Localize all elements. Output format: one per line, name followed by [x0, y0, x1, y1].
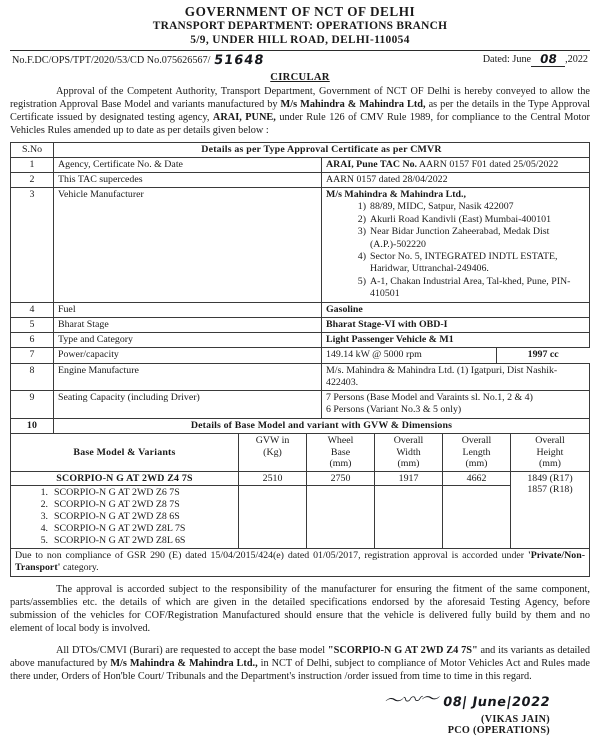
para3-text-3: in NCT of Delhi, subject to compliance of Motor Vehicles Act and Rules made there under, Orders of Hon'ble Court/ Tribunals and the Department's instruction /order issued from time to time in this regard.	[10, 657, 590, 682]
reference-number-printed: No.F.DC/OPS/TPT/2020/53/CD No.075626567/	[12, 55, 211, 66]
dim-header-model: Base Model & Variants	[11, 433, 239, 471]
intro-text-1: Approval of the Competent Authority, Transport Department, Government of NCT OF Delhi is hereby conveyed to allow the registration Approval Base Model and variants manufactured by	[10, 86, 590, 110]
list-item: SCORPIO-N G AT 2WD Z8 6S	[54, 511, 180, 523]
row-sno: 1	[11, 157, 54, 172]
intro-bold-agency: ARAI, PUNE,	[212, 111, 276, 123]
paragraph-dto-instruction	[10, 645, 590, 684]
list-item: Near Bidar Junction Zaheerabad, Medak Dist (A.P.)-502220	[370, 226, 550, 250]
reference-number-handwritten: 51648	[213, 53, 266, 68]
gsr-note	[10, 549, 590, 577]
dim-header-height	[511, 433, 590, 471]
base-model-length: 4662	[443, 471, 511, 486]
letterhead-line-3: 5/9, UNDER HILL ROAD, DELHI-110054	[190, 34, 410, 46]
variant-width-blank	[375, 486, 443, 549]
dim-header-width-l1: Overall	[393, 434, 424, 446]
table-row	[11, 157, 590, 172]
signature-mark: 〜〰〜	[382, 687, 442, 712]
dim-header-width	[375, 433, 443, 471]
gsr-text-2: category.	[60, 562, 99, 574]
capacity-value: 1997 cc	[527, 349, 559, 361]
date-year: ,2022	[565, 54, 588, 65]
table-row	[11, 363, 590, 390]
variant-gvw-blank	[239, 486, 307, 549]
header-details: Details as per Type Approval Certificate as per CMVR	[54, 142, 590, 157]
variant-list	[14, 487, 235, 547]
row-label: Details of Base Model and variant with GVW & Dimensions	[54, 418, 590, 433]
row-value-bold: ARAI, Pune TAC No.	[326, 158, 417, 170]
dim-header-length-l1: Overall	[461, 434, 492, 446]
row-value	[322, 348, 590, 363]
dim-header-wheel-l2: Base	[330, 446, 351, 458]
row-label: Fuel	[54, 302, 322, 317]
signature-block	[10, 687, 590, 754]
row-sno: 2	[11, 173, 54, 188]
seating-line-1: 7 Persons (Base Model and Varaints sl. No.1, 2 & 4)	[326, 391, 533, 403]
dim-header-length	[443, 433, 511, 471]
row-sno: 4	[11, 302, 54, 317]
reference-number	[12, 54, 265, 67]
base-model-width: 1917	[375, 471, 443, 486]
manufacturer-name: M/s Mahindra & Mahindra Ltd.,	[326, 189, 466, 201]
base-model-name: SCORPIO-N G AT 2WD Z4 7S	[11, 471, 239, 486]
letterhead-line-1: GOVERNMENT OF NCT OF DELHI	[184, 4, 416, 19]
dim-header-gvw	[239, 433, 307, 471]
manufacturer-address-list	[326, 201, 585, 300]
intro-bold-manufacturer: M/s Mahindra & Mahindra Ltd,	[280, 98, 426, 110]
table-row	[11, 333, 590, 348]
row-value	[322, 188, 590, 302]
table-row	[11, 173, 590, 188]
row-label: Agency, Certificate No. & Date	[54, 157, 322, 172]
intro-text-3: under Rule 126 of CMV Rule 1989, for compliance to the Central Motor Vehicles Rules amended up to date as per details given below :	[10, 111, 590, 136]
row-value: M/s. Mahindra & Mahindra Ltd. (1) Igatpuri, Dist Nashik-422403.	[322, 363, 590, 390]
row-sno: 6	[11, 333, 54, 348]
list-item: Sector No. 5, INTEGRATED INDTL ESTATE, Haridwar, Uttranchal-249406.	[370, 251, 558, 275]
row-label: Bharat Stage	[54, 317, 322, 332]
signatory-name: (VIKAS JAIN)	[481, 713, 550, 725]
row-value: Light Passenger Vehicle & M1	[322, 333, 590, 348]
dimensions-table	[10, 433, 590, 549]
dim-header-height-l1: Overall	[535, 434, 565, 446]
date-field	[483, 53, 588, 67]
row-value: AARN 0157 dated 28/04/2022	[322, 173, 590, 188]
dim-header-wheelbase	[307, 433, 375, 471]
table-row-section-title	[11, 418, 590, 433]
date-blank	[531, 53, 565, 67]
dim-header-length-l2: Length	[462, 446, 491, 458]
dim-header-length-l3: (mm)	[465, 458, 488, 470]
paragraph-approval-responsibility: The approval is accorded subject to the responsibility of the manufacturer for ensuring the fitment of the same component, parts/assemblies etc. the details of which are given in the detailed specifications endorsed by the aforesaid Testing Agency, before submission of the vehicles for COF/Registration Manufactured should ensure that the vehicle is delivered fully build by them and no element of local body is involved.	[10, 584, 590, 634]
row-sno: 7	[11, 348, 54, 363]
dim-header-gvw-l2: (Kg)	[263, 446, 282, 458]
dim-header-wheel-l1: Wheel	[327, 434, 354, 446]
dimensions-base-model-row	[11, 471, 590, 486]
dimensions-variants-row	[11, 486, 590, 549]
date-handwritten: 08	[538, 52, 558, 66]
row-value	[322, 157, 590, 172]
row-value: Bharat Stage-VI with OBD-I	[322, 317, 590, 332]
seating-line-2: 6 Persons (Variant No.3 & 5 only)	[326, 404, 462, 416]
reference-line	[10, 51, 590, 67]
row-label: Engine Manufacture	[54, 363, 322, 390]
gsr-text-1: Due to non compliance of GSR 290 (E) dated 15/04/2015/424(e) dated 01/05/2017, registration approval is accorded under	[15, 549, 528, 561]
list-item: A-1, Chakan Industrial Area, Tal-khed, Pune, PIN-410501	[370, 275, 571, 300]
header-sno: S.No	[11, 142, 54, 157]
intro-paragraph	[10, 86, 590, 138]
table-row	[11, 302, 590, 317]
row-value: Gasoline	[322, 302, 590, 317]
row-label: Type and Category	[54, 333, 322, 348]
table-row-power	[11, 348, 590, 363]
table-row	[11, 188, 590, 302]
date-label: Dated: June	[482, 54, 532, 65]
row-value	[322, 390, 590, 418]
signature-date-handwritten: 08| June|2022	[441, 694, 552, 710]
base-model-gvw: 2510	[239, 471, 307, 486]
row-sno: 5	[11, 317, 54, 332]
signatory-role: PCO (OPERATIONS)	[447, 724, 550, 736]
power-value: 149.14 kW @ 5000 rpm	[322, 348, 496, 362]
base-model-height	[511, 471, 590, 548]
intro-text-2: as per the details in the Type Approval Certificate issued by designated testing agency,	[10, 98, 590, 123]
details-table	[10, 142, 590, 434]
table-row	[11, 390, 590, 418]
list-item: SCORPIO-N G AT 2WD Z8 7S	[54, 499, 180, 511]
row-sno: 9	[11, 390, 54, 418]
para3-base-model-bold: "SCORPIO-N G AT 2WD Z4 7S"	[327, 644, 478, 656]
list-item: SCORPIO-N G AT 2WD Z8L 6S	[54, 534, 186, 546]
dim-header-height-l3: (mm)	[539, 458, 561, 470]
list-item: SCORPIO-N G AT 2WD Z6 7S	[54, 487, 180, 499]
para3-text-2: and its variants as detailed above manufactured by	[10, 644, 590, 669]
row-label: This TAC supercedes	[54, 173, 322, 188]
letterhead-line-2: TRANSPORT DEPARTMENT: OPERATIONS BRANCH	[152, 20, 448, 32]
row-label: Vehicle Manufacturer	[54, 188, 322, 302]
row-value-rest: AARN 0157 F01 dated 25/05/2022	[417, 158, 559, 170]
list-item: 88/89, MIDC, Satpur, Nasik 422007	[370, 201, 514, 213]
base-model-wheelbase: 2750	[307, 471, 375, 486]
height-r17: 1849 (R17)	[527, 472, 573, 484]
row-sno: 8	[11, 363, 54, 390]
variant-length-blank	[443, 486, 511, 549]
gsr-category-bold: 'Private/Non-Transport'	[15, 549, 585, 574]
para3-text-1: All DTOs/CMVI (Burari) are requested to accept the base model	[56, 644, 328, 656]
table-row	[11, 317, 590, 332]
dim-header-width-l3: (mm)	[397, 458, 420, 470]
variant-list-cell	[11, 486, 239, 549]
table-header-row	[11, 142, 590, 157]
row-label: Power/capacity	[54, 348, 322, 363]
dim-header-height-l2: Height	[536, 446, 564, 458]
row-sno: 3	[11, 188, 54, 302]
dim-header-width-l2: Width	[396, 446, 421, 458]
list-item: SCORPIO-N G AT 2WD Z8L 7S	[54, 523, 186, 535]
row-label: Seating Capacity (including Driver)	[54, 390, 322, 418]
list-item: Akurli Road Kandivli (East) Mumbai-400101	[370, 213, 552, 225]
dimensions-header-row	[11, 433, 590, 471]
para3-manufacturer-bold: M/s Mahindra & Mahindra Ltd.,	[110, 657, 258, 669]
dim-header-wheel-l3: (mm)	[329, 458, 352, 470]
row-sno: 10	[11, 418, 54, 433]
dim-header-gvw-l1: GVW in	[255, 434, 290, 446]
variant-wheelbase-blank	[307, 486, 375, 549]
height-r18: 1857 (R18)	[527, 484, 573, 496]
letterhead	[10, 4, 590, 49]
circular-heading: CIRCULAR	[270, 72, 330, 83]
